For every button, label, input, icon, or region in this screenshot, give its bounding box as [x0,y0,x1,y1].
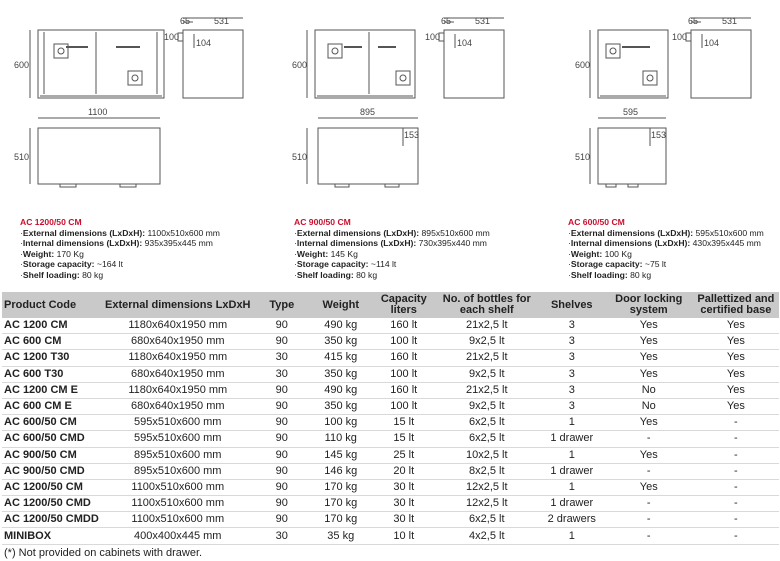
table-cell: No [605,398,693,414]
table-cell: 1180x640x1950 mm [101,382,255,398]
table-cell: AC 600 CM [2,334,101,350]
spec-title: AC 600/50 CM [568,217,625,227]
table-cell: Yes [693,334,779,350]
table-cell: 415 kg [309,350,373,366]
technical-drawings [0,0,780,215]
table-row [2,479,779,495]
table-cell: 21x2,5 lt [435,350,539,366]
table-cell: - [693,431,779,447]
table-row [2,528,779,544]
table-cell: 350 kg [309,334,373,350]
table-cell: 146 kg [309,463,373,479]
table-cell: 1180x640x1950 mm [101,318,255,334]
dim-height: 600 [14,60,30,70]
table-cell: 90 [255,398,309,414]
table-cell: 90 [255,496,309,512]
table-cell: 490 kg [309,318,373,334]
table-cell: Yes [693,350,779,366]
table-cell: AC 600 T30 [2,366,101,382]
table-cell: 90 [255,431,309,447]
table-cell: 3 [539,334,605,350]
table-cell: 1100x510x600 mm [101,512,255,528]
dim-width: 595 [623,107,639,117]
col-header: Shelves [539,292,605,318]
dim-top-w: 65 [441,16,452,26]
col-header: No. of bottles for each shelf [435,292,539,318]
table-cell: 1100x510x600 mm [101,479,255,495]
lock-icon [606,44,620,58]
table-cell: 90 [255,382,309,398]
table-cell: 6x2,5 lt [435,431,539,447]
dim-depth: 510 [292,152,308,162]
lock-icon [54,44,68,58]
dim-corner: 153 [404,130,420,140]
col-header: Weight [309,292,373,318]
table-cell: 30 lt [373,496,435,512]
table-row [2,382,779,398]
table-cell: 3 [539,382,605,398]
table-cell: 9x2,5 lt [435,398,539,414]
table-cell: 595x510x600 mm [101,431,255,447]
front-view-900 [315,30,415,98]
table-cell: 10x2,5 lt [435,447,539,463]
dim-side-h1: 100 [164,32,180,42]
dim-side-h2: 104 [196,38,212,48]
table-cell: 1 drawer [539,463,605,479]
col-header: Pallettized and certified base [693,292,779,318]
side-view-600 [691,30,751,98]
spec-block-900: AC 900/50 CM ·External dimensions (LxDxH): 895x510x600 mm ·Internal dimensions (LxDxH): 730x395x440 mm ·Weight: 145 Kg ·Storage capacity: ~114 lt ·Shelf loading: 80 kg [294,217,490,280]
table-cell: 30 [255,350,309,366]
table-cell: 100 kg [309,415,373,431]
table-cell: 170 kg [309,512,373,528]
table-cell: 680x640x1950 mm [101,398,255,414]
table-cell: AC 1200/50 CM [2,479,101,495]
dim-top-d: 531 [722,16,738,26]
table-cell: - [605,431,693,447]
table-cell: 90 [255,318,309,334]
table-cell: 2 drawers [539,512,605,528]
table-cell: 1 drawer [539,431,605,447]
table-cell: - [605,496,693,512]
table-cell: 160 lt [373,318,435,334]
table-row [2,431,779,447]
table-cell: 1180x640x1950 mm [101,350,255,366]
table-cell: 490 kg [309,382,373,398]
table-row [2,496,779,512]
table-cell: 4x2,5 lt [435,528,539,544]
table-cell: AC 1200/50 CMD [2,496,101,512]
table-cell: 1 drawer [539,496,605,512]
table-cell: - [693,512,779,528]
table-cell: - [693,463,779,479]
dim-top-w: 65 [688,16,699,26]
table-cell: Yes [693,398,779,414]
product-table [2,292,779,545]
table-cell: 6x2,5 lt [435,415,539,431]
table-cell: AC 600 CM E [2,398,101,414]
table-cell: - [693,415,779,431]
table-cell: 170 kg [309,479,373,495]
table-cell: - [605,463,693,479]
table-cell: 9x2,5 lt [435,334,539,350]
table-cell: - [693,528,779,544]
table-cell: 1 [539,528,605,544]
col-header: Capacity liters [373,292,435,318]
table-cell: 100 lt [373,366,435,382]
spec-block-600: AC 600/50 CM ·External dimensions (LxDxH): 595x510x600 mm ·Internal dimensions (LxDxH): 430x395x445 mm ·Weight: 100 Kg ·Storage capacity: ~75 lt ·Shelf loading: 80 kg [568,217,764,280]
side-view-900 [444,30,504,98]
table-cell: 680x640x1950 mm [101,334,255,350]
table-cell: No [605,382,693,398]
table-cell: Yes [693,366,779,382]
dim-side-h2: 104 [457,38,473,48]
table-cell: 30 [255,366,309,382]
table-cell: AC 1200 CM E [2,382,101,398]
side-view-1200 [183,30,243,98]
dim-top-d: 531 [214,16,230,26]
table-cell: 90 [255,463,309,479]
table-cell: AC 1200 CM [2,318,101,334]
table-row [2,350,779,366]
table-row [2,366,779,382]
table-cell: 170 kg [309,496,373,512]
table-cell: 1 [539,447,605,463]
table-cell: 680x640x1950 mm [101,366,255,382]
lock-icon [396,71,410,85]
front-view-600 [598,30,668,98]
table-cell: 12x2,5 lt [435,479,539,495]
table-cell: 110 kg [309,431,373,447]
table-cell: Yes [605,334,693,350]
table-row [2,334,779,350]
table-cell: 8x2,5 lt [435,463,539,479]
table-row [2,415,779,431]
table-row [2,447,779,463]
table-cell: 90 [255,447,309,463]
table-cell: 895x510x600 mm [101,463,255,479]
dim-side-h2: 104 [704,38,720,48]
table-row [2,398,779,414]
dim-side-h1: 100 [425,32,441,42]
table-cell: 350 kg [309,366,373,382]
table-cell: 3 [539,350,605,366]
dim-height: 600 [292,60,308,70]
table-cell: 30 lt [373,479,435,495]
table-cell: AC 1200/50 CMDD [2,512,101,528]
dim-width: 1100 [88,107,108,117]
table-cell: Yes [605,447,693,463]
table-cell: 100 lt [373,334,435,350]
table-cell: 895x510x600 mm [101,447,255,463]
table-cell: 15 lt [373,431,435,447]
lock-icon [128,71,142,85]
table-row [2,318,779,334]
table-cell: 9x2,5 lt [435,366,539,382]
table-cell: 350 kg [309,398,373,414]
table-cell: 1 [539,415,605,431]
lock-icon [643,71,657,85]
table-cell: Yes [605,479,693,495]
footnote: (*) Not provided on cabinets with drawer. [4,547,203,559]
table-cell: 90 [255,512,309,528]
dim-width: 895 [360,107,376,117]
dim-top-d: 531 [475,16,491,26]
table-cell: 21x2,5 lt [435,318,539,334]
table-header-row [2,292,779,318]
table-cell: Yes [605,350,693,366]
lock-icon [328,44,342,58]
table-cell: 21x2,5 lt [435,382,539,398]
table-cell: 30 [255,528,309,544]
table-cell: 3 [539,366,605,382]
table-cell: 25 lt [373,447,435,463]
table-cell: Yes [693,382,779,398]
table-cell: - [605,512,693,528]
table-cell: - [605,528,693,544]
spec-block-1200: AC 1200/50 CM ·External dimensions (LxDxH): 1100x510x600 mm ·Internal dimensions (LxDxH): 935x395x445 mm ·Weight: 170 Kg ·Storage capacity: ~164 lt ·Shelf loading: 80 kg [20,217,220,280]
table-cell: 1100x510x600 mm [101,496,255,512]
table-cell: Yes [605,415,693,431]
table-cell: AC 1200 T30 [2,350,101,366]
table-cell: 160 lt [373,382,435,398]
col-header: Type [255,292,309,318]
table-cell: - [693,447,779,463]
table-cell: MINIBOX [2,528,101,544]
table-cell: 3 [539,318,605,334]
table-cell: 160 lt [373,350,435,366]
spec-title: AC 900/50 CM [294,217,351,227]
spec-title: AC 1200/50 CM [20,217,82,227]
table-cell: AC 600/50 CM [2,415,101,431]
table-cell: - [693,479,779,495]
table-cell: AC 900/50 CMD [2,463,101,479]
table-body [2,318,779,544]
table-row [2,512,779,528]
dim-depth: 510 [575,152,591,162]
table-cell: 3 [539,398,605,414]
dim-corner: 153 [651,130,667,140]
col-header: Door locking system [605,292,693,318]
table-cell: 30 lt [373,512,435,528]
dim-depth: 510 [14,152,30,162]
table-cell: Yes [605,318,693,334]
table-cell: 90 [255,415,309,431]
table-cell: 12x2,5 lt [435,496,539,512]
dim-height: 600 [575,60,591,70]
table-cell: 90 [255,479,309,495]
table-cell: 15 lt [373,415,435,431]
col-header: External dimensions LxDxH [101,292,255,318]
table-cell: 145 kg [309,447,373,463]
table-cell: 100 lt [373,398,435,414]
table-cell: AC 900/50 CM [2,447,101,463]
table-cell: AC 600/50 CMD [2,431,101,447]
table-row [2,463,779,479]
table-cell: 400x400x445 mm [101,528,255,544]
front-view-1200 [38,30,164,98]
col-header: Product Code [2,292,101,318]
table-cell: 35 kg [309,528,373,544]
table-cell: 20 lt [373,463,435,479]
dim-side-h1: 100 [672,32,688,42]
table-cell: 6x2,5 lt [435,512,539,528]
table-cell: - [693,496,779,512]
dim-top-w: 65 [180,16,191,26]
table-cell: 90 [255,334,309,350]
table-cell: 10 lt [373,528,435,544]
table-cell: 1 [539,479,605,495]
table-cell: 595x510x600 mm [101,415,255,431]
table-cell: Yes [693,318,779,334]
table-cell: Yes [605,366,693,382]
top-view-1200 [38,128,160,184]
